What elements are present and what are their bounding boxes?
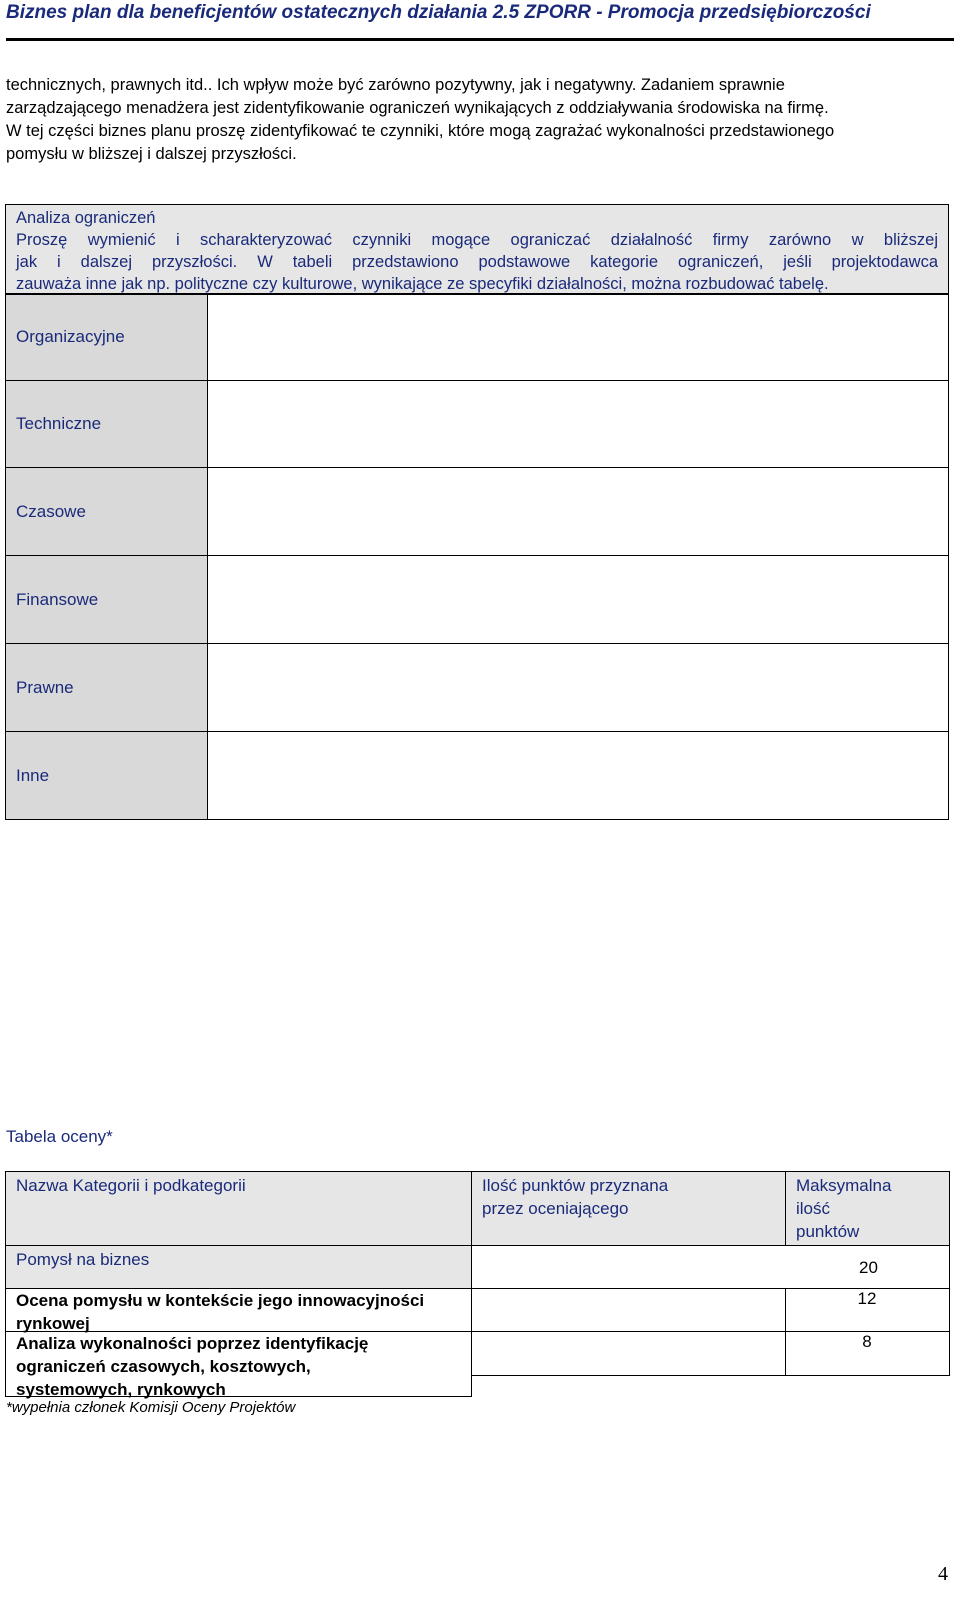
row-max-points: 12 [857,1289,877,1308]
row-name-line: Ocena pomysłu w kontekście jego innowacyjności [16,1291,425,1310]
row-max-cell [785,1331,950,1376]
limit-value-field[interactable] [208,732,948,819]
score-row-subcategory [5,1288,472,1332]
header-points-line: przez oceniającego [482,1199,629,1218]
row-max-points: 20 [859,1258,878,1277]
limit-label: Finansowe [6,556,208,643]
row-awarded-points-field[interactable] [471,1331,786,1376]
score-row-subcategory [5,1331,472,1397]
analysis-description [16,229,938,295]
score-footnote: *wypełnia członek Komisji Oceny Projektów [6,1399,296,1416]
intro-line: technicznych, prawnych itd.. Ich wpływ może być zarówno pozytywny, jak i negatywny. Zadaniem sprawnie [6,76,785,94]
page-number: 4 [938,1563,948,1585]
limits-table-top-border [5,294,949,295]
score-table [5,1171,960,1397]
score-header-points [471,1171,786,1246]
limit-row-techniczne [5,381,949,468]
header-max-line: ilość [796,1199,831,1218]
limit-label: Organizacyjne [6,294,208,380]
row-max-cell [785,1288,950,1332]
limit-value-field[interactable] [208,468,948,555]
limit-value-field[interactable] [208,556,948,643]
row-name-line: Pomysł na biznes [16,1250,150,1269]
analysis-line: jak i dalszej przyszłości. W tabeli przedstawiono podstawowe kategorie ograniczeń, jeśli projektodawca [16,253,938,271]
limit-row-organizacyjne [5,294,949,381]
limit-value-field[interactable] [208,644,948,731]
limit-row-finansowe [5,556,949,644]
analysis-line: zauważa inne jak np. polityczne czy kulturowe, wynikające ze specyfiki działalności, można rozbudować tabelę. [16,275,829,293]
analysis-title: Analiza ograniczeń [16,209,156,227]
intro-line: W tej części biznes planu proszę zidentyfikować te czynniki, które mogą zagrażać wykonalności przedstawionego [6,122,835,140]
row-name-line: ograniczeń czasowych, kosztowych, [16,1357,311,1376]
limit-value-field[interactable] [208,381,948,467]
row-max-points: 8 [862,1332,872,1351]
score-table-title: Tabela oceny* [6,1127,113,1146]
score-row-category [5,1245,472,1289]
row-name-line: rynkowej [16,1314,90,1333]
limit-label: Czasowe [6,468,208,555]
limit-row-czasowe [5,468,949,556]
header-max-line: punktów [796,1222,860,1241]
score-header-max [785,1171,950,1246]
analysis-line: Proszę wymienić i scharakteryzować czynniki mogące ograniczać działalność firmy zarówno w bliższej [16,231,938,249]
limit-label: Techniczne [6,381,208,467]
limit-value-field[interactable] [208,294,948,380]
limit-label: Prawne [6,644,208,731]
limit-row-prawne [5,644,949,732]
header-points-line: Ilość punktów przyznana [482,1176,669,1195]
intro-line: zarządzającego menadżera jest zidentyfikowanie ograniczeń wynikających z oddziaływania środowiska na firmę. [6,99,829,117]
analysis-instructions-box [5,204,949,294]
row-name-line: Analiza wykonalności poprzez identyfikację [16,1334,369,1353]
header-rule [6,38,954,41]
score-row-points-field[interactable] [471,1245,950,1289]
intro-paragraph [6,74,954,166]
score-header-category [5,1171,472,1246]
header-max-line: Maksymalna [796,1176,892,1195]
row-name-line: systemowych, rynkowych [16,1380,226,1399]
header-category-label: Nazwa Kategorii i podkategorii [16,1176,246,1195]
document-header-title: Biznes plan dla beneficjentów ostatecznych działania 2.5 ZPORR - Promocja przedsiębiorczości [6,2,871,23]
limit-label: Inne [6,732,208,819]
intro-line: pomysłu w bliższej i dalszej przyszłości. [6,145,297,163]
limit-row-inne [5,732,949,820]
row-awarded-points-field[interactable] [471,1288,786,1332]
